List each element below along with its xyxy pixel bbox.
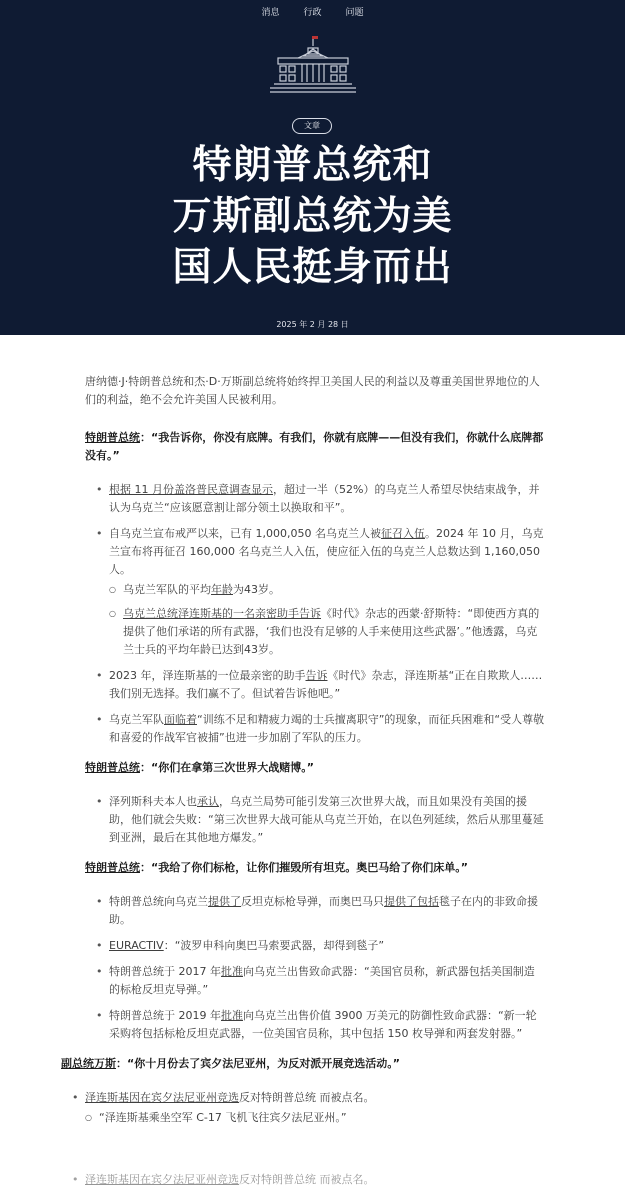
list-item-text: ：“波罗申科向奥巴马索要武器，却得到毯子” [163,939,385,952]
quote-pennsylvania [61,1055,545,1073]
speaker-label: 特朗普总统 [85,761,140,774]
list-item [61,1089,545,1127]
link-conscripted[interactable]: 征召入伍 [380,527,425,540]
speaker-label: 副总统万斯 [61,1057,116,1070]
list-item-text: 特朗普总统于 2017 年 [109,965,221,978]
bullet-list [85,893,545,1043]
sub-list-item: ○ “泽连斯基乘坐空军 C-17 飞机飞往宾夕法尼亚州。” [85,1109,545,1127]
article-body [0,335,625,1189]
bullet-list [61,1089,545,1127]
publish-date: 2025 年 2 月 28 日 [276,320,349,329]
list-item-text: 反坦克标枪导弹，而奥巴马只 [241,895,384,908]
title-line-3: 国人民挺身而出 [172,244,453,290]
list-item-text: 毯子在内的非致命援助。 [109,895,538,926]
quote-text: ：“我告诉你，你没有底牌。有我们，你就有底牌——但没有我们，你就什么底牌都没有。” [85,431,544,462]
vp-section [61,1055,545,1189]
nav-item-news[interactable]: 消息 [261,7,280,18]
link-approved-2017[interactable]: 批准 [221,965,243,978]
list-item-text: 自乌克兰宣布戒严以来，已有 1,000,050 名乌克兰人被 [109,527,381,540]
link-facing[interactable]: 面临着 [164,713,197,726]
list-item [61,1171,545,1189]
title-line-2: 万斯副总统为美 [172,193,453,239]
link-aide-told[interactable]: 乌克兰总统泽连斯基的一名亲密助手告诉 [123,607,321,620]
list-item [85,667,545,703]
link-gallup-poll[interactable]: 根据 11 月份盖洛普民意调查显示 [109,483,273,496]
top-nav [0,0,625,22]
nav-item-issues[interactable]: 问题 [345,7,364,18]
list-item-text: 乌克兰军队的平均 [123,583,211,596]
list-item-text: ，超过一半（52%）的乌克兰人希望尽快结束战争，并认为乌克兰“应该愿意割让部分领土以换取和平”。 [109,483,540,514]
link-provided-including[interactable]: 提供了包括 [384,895,439,908]
nav-item-administration[interactable]: 行政 [303,7,322,18]
list-item-text: 反对特朗普总统 而被点名。 [239,1173,375,1186]
sub-list [85,1109,545,1127]
list-item-text: 泽列斯科夫本人也 [109,795,197,808]
quote-javelins [85,859,545,877]
list-item-text: 向乌克兰出售致命武器：“美国官员称，新武器包括美国制造的标枪反坦克导弹。” [109,965,535,996]
list-item [85,1007,545,1043]
list-item-text: 反对特朗普总统 而被点名。 [239,1091,375,1104]
intro-paragraph: 唐纳德·J·特朗普总统和杰·D·万斯副总统将始终捍卫美国人民的利益以及尊重美国世界地位的人们的利益，绝不会允许美国人民被利用。 [85,375,540,406]
quote-ww3 [85,759,545,777]
article-tag[interactable]: 文章 [292,118,332,134]
list-item-text: 《时代》杂志，泽连斯基“正在自欺欺人……我们别无选择。我们赢不了。但试着告诉他吧。” [109,669,543,700]
link-euractiv[interactable]: EURACTIV [109,939,164,952]
link-admitted[interactable]: 承认 [197,795,219,808]
list-item-text: “训练不足和精疲力竭的士兵擅离职守”的现象，而征兵困难和“受人尊敬和喜爱的作战军官被捕”也进一步加剧了军队的压力。 [109,713,545,744]
list-item [85,793,545,847]
list-item [85,525,545,659]
speaker-label: 特朗普总统 [85,861,140,874]
link-approved-2019[interactable]: 批准 [221,1009,243,1022]
quote-trump-cards [85,429,545,465]
bullet-list [85,793,545,847]
link-campaigned-pennsylvania[interactable]: 泽连斯基因在宾夕法尼亚州竞选 [85,1091,239,1104]
list-item-text: 为43岁。 [233,583,280,596]
list-item-text: 《时代》杂志的西蒙·舒斯特：“即使西方真的提供了他们承诺的所有武器，‘我们也没有足够的人手来使用这些武器’。”他透露，乌克兰士兵的平均年龄已达到43岁。 [123,607,540,656]
speaker-label: 特朗普总统 [85,431,140,444]
list-item [85,481,545,517]
list-item-text: 向乌克兰出售价值 3900 万美元的防御性致命武器：“新一轮采购将包括标枪反坦克武器，一位美国官员称，其中包括 150 枚导弹和两套发射器。” [109,1009,537,1040]
list-item-text: 。2024 年 10 月，乌克兰宣布将再征召 160,000 名乌克兰人入伍，使应征入伍的乌克兰人总数达到 1,160,050 人。 [109,527,544,576]
bullet-list-faded [61,1171,545,1189]
list-item-text: 特朗普总统向乌克兰 [109,895,208,908]
sub-list-item [109,605,545,659]
link-told[interactable]: 告诉 [305,669,328,682]
quote-text: ：“我给了你们标枪，让你们摧毁所有坦克。奥巴马给了你们床单。” [140,861,468,874]
list-item-text: 2023 年，泽连斯基的一位最亲密的助手 [109,669,306,682]
list-item [85,937,545,955]
list-item-text: 乌克兰军队 [109,713,164,726]
bullet-list [85,481,545,747]
sub-list [109,581,545,659]
page-title [0,140,625,293]
list-item [85,963,545,999]
quote-text: ：“你十月份去了宾夕法尼亚州，为反对派开展竞选活动。” [116,1057,400,1070]
title-line-1: 特朗普总统和 [192,142,433,188]
list-item [85,893,545,929]
link-age[interactable]: 年龄 [211,583,233,596]
link-campaigned-pennsylvania-repeat[interactable]: 泽连斯基因在宾夕法尼亚州竞选 [85,1173,239,1186]
list-item-text: 特朗普总统于 2019 年 [109,1009,221,1022]
quote-text: ：“你们在拿第三次世界大战赌博。” [140,761,314,774]
white-house-logo-icon[interactable] [268,34,358,100]
list-item [85,711,545,747]
hero-banner [0,22,625,335]
list-item-text: ，乌克兰局势可能引发第三次世界大战，而且如果没有美国的援助，他们就会失败：“第三次世界大战可能从乌克兰开始，在以色列延续，然后从那里蔓延到亚洲，最后在其他地方爆发。” [109,795,544,844]
sub-list-item [109,581,545,599]
link-provided[interactable]: 提供了 [208,895,241,908]
